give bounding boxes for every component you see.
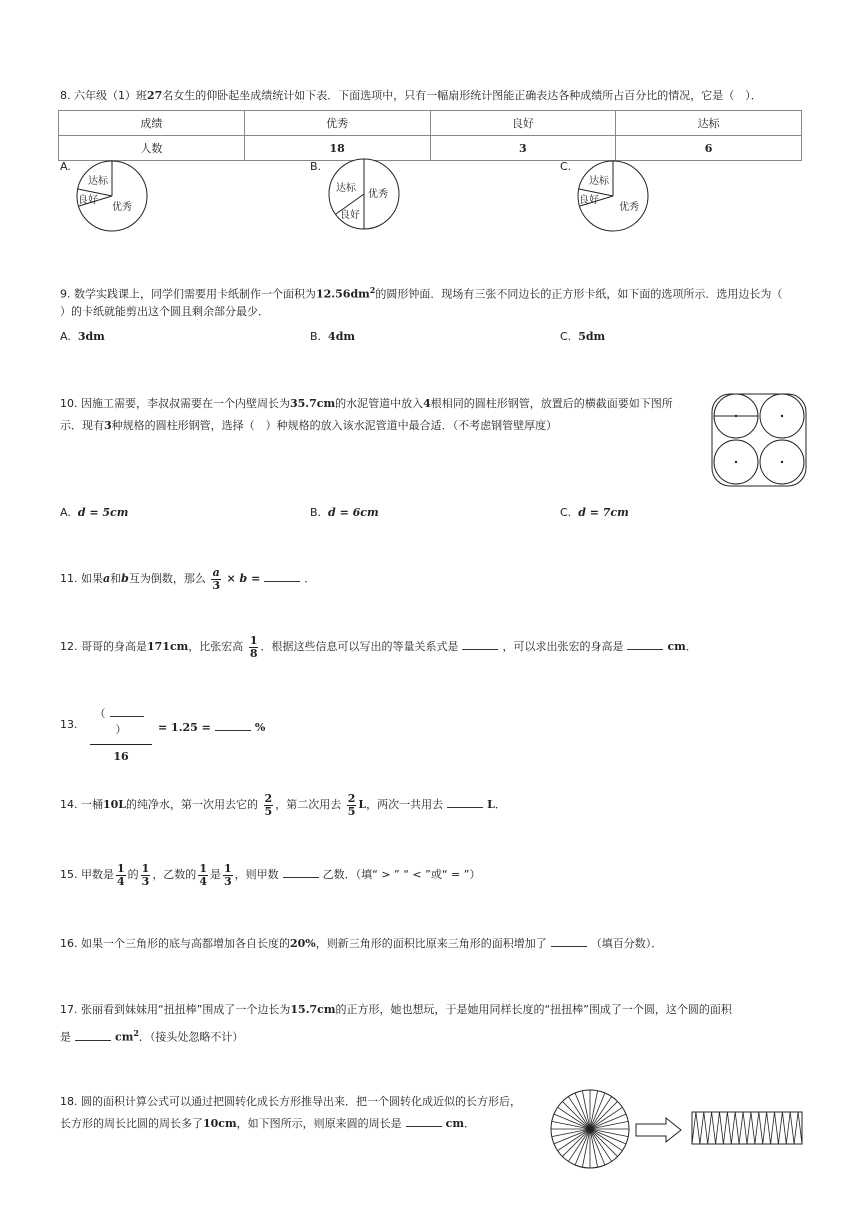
q14-text-2: 的纯净水，第一次用去它的 bbox=[126, 798, 259, 811]
option-label: C. bbox=[560, 506, 572, 519]
q11-expr: × b = bbox=[226, 572, 261, 585]
numerator: 1 bbox=[199, 861, 207, 875]
answer-blank[interactable] bbox=[627, 637, 663, 650]
q17-text-2: 的正方形，她也想玩，于是她用同样长度的“扭扭棒”围成了一个圆，这个圆的面积 bbox=[335, 1003, 732, 1016]
option-value: d = 7cm bbox=[578, 506, 629, 519]
denominator: 16 bbox=[113, 750, 129, 763]
slice-label: 达标 bbox=[88, 176, 108, 187]
option-label: B. bbox=[310, 506, 322, 519]
arrow-right-icon bbox=[634, 1115, 684, 1145]
q15-text-4: 是 bbox=[209, 868, 221, 881]
approx-rectangle-diagram bbox=[690, 1110, 804, 1146]
q14-end: ． bbox=[494, 798, 506, 811]
option-label: C. bbox=[560, 330, 572, 343]
q11-text-2: 和 bbox=[110, 572, 122, 585]
fraction bbox=[198, 863, 208, 888]
table-cell: 3 bbox=[430, 136, 616, 161]
answer-blank[interactable] bbox=[551, 934, 587, 947]
denominator: 3 bbox=[141, 874, 150, 888]
option-label: B. bbox=[310, 330, 322, 343]
q17-text: 17. 张丽看到妹妹用“扭扭棒”围成了一个边长为 bbox=[60, 1003, 291, 1016]
q10-option-b[interactable] bbox=[310, 506, 379, 519]
grades-table bbox=[58, 110, 802, 161]
question-9 bbox=[60, 280, 782, 305]
q9-area: 12.56dm bbox=[316, 287, 370, 301]
q11-fraction bbox=[211, 567, 221, 592]
denominator: 5 bbox=[264, 804, 273, 818]
question-8 bbox=[60, 86, 762, 106]
table-row bbox=[59, 136, 802, 161]
slice-label: 优秀 bbox=[368, 189, 388, 200]
q18-diff: 10cm bbox=[203, 1117, 237, 1130]
denominator: 8 bbox=[249, 646, 258, 660]
table-cell: 良好 bbox=[430, 111, 616, 136]
question-16 bbox=[60, 934, 662, 954]
question-17-line2 bbox=[60, 1023, 243, 1048]
q18-text-2: ，如下图所示，则原来圆的周长是 bbox=[236, 1117, 402, 1130]
q8-text-2: 名女生的仰卧起坐成绩统计如下表．下面选项中，只有一幅扇形统计图能正确表达各种成绩所占百分比的情况，它是（ ）． bbox=[162, 89, 762, 102]
option-value: 5dm bbox=[578, 330, 606, 343]
answer-blank[interactable] bbox=[75, 1028, 111, 1041]
numerator: 1 bbox=[141, 861, 150, 875]
fraction bbox=[223, 863, 233, 888]
question-18: 18. 圆的面积计算公式可以通过把圆转化成长方形推导出来．把一个圆转化成近似的长方形后， bbox=[60, 1095, 521, 1108]
fraction bbox=[141, 863, 151, 888]
table-cell: 达标 bbox=[616, 111, 802, 136]
q9-option-b[interactable] bbox=[310, 330, 355, 343]
q13-expr bbox=[158, 718, 265, 734]
option-label: A. bbox=[60, 506, 71, 519]
answer-blank[interactable] bbox=[110, 704, 144, 717]
option-label: A. bbox=[60, 330, 71, 343]
q8-text: 8. 六年级（1）班 bbox=[60, 89, 147, 102]
q8-option-b-label[interactable]: B. bbox=[310, 160, 322, 173]
pie-chart-a bbox=[74, 158, 150, 234]
table-cell: 18 bbox=[244, 136, 430, 161]
answer-blank[interactable] bbox=[283, 865, 319, 878]
q14-text: 14. 一桶 bbox=[60, 798, 103, 811]
pie-chart-b bbox=[326, 156, 402, 232]
pie-chart-c bbox=[575, 158, 651, 234]
question-18-line2 bbox=[60, 1114, 475, 1134]
q13-pct: % bbox=[254, 721, 266, 734]
q17-side: 15.7cm bbox=[290, 1003, 336, 1016]
numerator: a bbox=[212, 565, 220, 579]
numerator: 1 bbox=[223, 861, 232, 875]
q10-text-4: 示．现有 bbox=[60, 419, 104, 432]
table-cell: 优秀 bbox=[244, 111, 430, 136]
denominator: 3 bbox=[223, 874, 232, 888]
table-cell: 6 bbox=[616, 136, 802, 161]
q10-text-5: 种规格的圆柱形钢管，选择（ ）种规格的放入该水泥管道中最合适．（不考虑钢管壁厚度） bbox=[111, 419, 558, 432]
q16-text: 16. 如果一个三角形的底与高都增加各自长度的 bbox=[60, 937, 290, 950]
fraction bbox=[347, 793, 357, 818]
q10-kinds: 3 bbox=[104, 419, 112, 432]
fraction bbox=[116, 863, 126, 888]
q12-text-2: ，比张宏高 bbox=[188, 640, 244, 653]
q11-text: 11. 如果 bbox=[60, 572, 103, 585]
option-value: 4dm bbox=[328, 330, 356, 343]
answer-blank[interactable] bbox=[447, 795, 483, 808]
q18-text: 长方形的周长比圆的周长多了 bbox=[60, 1117, 203, 1130]
answer-blank[interactable] bbox=[215, 718, 251, 731]
q9-option-c[interactable] bbox=[560, 330, 605, 343]
q8-count: 27 bbox=[147, 89, 163, 102]
slice-label: 达标 bbox=[336, 183, 356, 194]
question-15 bbox=[60, 862, 480, 888]
table-header-row bbox=[59, 111, 802, 136]
q9-text: 9. 数学实践课上，同学们需要用卡纸制作一个面积为 bbox=[60, 287, 316, 301]
slice-label: 良好 bbox=[78, 195, 98, 206]
slice-label: 良好 bbox=[579, 195, 599, 206]
denominator: 4 bbox=[199, 874, 207, 888]
fraction bbox=[264, 793, 274, 818]
slice-label: 良好 bbox=[340, 210, 360, 221]
q10-perimeter: 35.7cm bbox=[290, 397, 336, 410]
q17-text-3: 是 bbox=[60, 1030, 71, 1044]
question-11 bbox=[60, 566, 315, 592]
option-value: d = 6cm bbox=[328, 506, 379, 519]
q14-text-4: ，两次一共用去 bbox=[366, 798, 444, 811]
q10-count: 4 bbox=[423, 397, 431, 410]
q13-number: 13. bbox=[60, 718, 78, 731]
q11-var-a: a bbox=[103, 572, 111, 585]
q8-option-c-label[interactable]: C. bbox=[560, 160, 572, 173]
q17-text-4: ．（接头处忽略不计） bbox=[138, 1030, 244, 1044]
pipes-cross-section-diagram bbox=[711, 393, 807, 487]
slice-label: 优秀 bbox=[619, 202, 639, 213]
q11-text-3: 互为倒数，那么 bbox=[128, 572, 206, 585]
answer-blank[interactable] bbox=[406, 1114, 442, 1127]
q12-text: 12. 哥哥的身高是 bbox=[60, 640, 147, 653]
q15-text: 15. 甲数是 bbox=[60, 868, 114, 881]
q10-option-a[interactable] bbox=[60, 506, 128, 519]
slice-label: 优秀 bbox=[112, 202, 132, 213]
q15-text-5: ，则甲数 bbox=[234, 868, 279, 881]
q9-sup: 2 bbox=[369, 285, 376, 295]
denominator: 3 bbox=[212, 578, 220, 592]
q12-fraction bbox=[249, 635, 259, 660]
numerator: 2 bbox=[347, 791, 356, 805]
q10-text-2: 的水泥管道中放入 bbox=[335, 397, 424, 410]
answer-blank[interactable] bbox=[462, 637, 498, 650]
q11-end: ． bbox=[304, 572, 316, 585]
q11-var-b: b bbox=[121, 572, 129, 585]
slice-label: 达标 bbox=[589, 176, 609, 187]
question-17 bbox=[60, 1000, 732, 1020]
q17-sup: 2 bbox=[133, 1028, 139, 1038]
q15-text-3: ，乙数的 bbox=[152, 868, 197, 881]
numerator: 1 bbox=[249, 633, 258, 647]
q12-unit: cm bbox=[667, 640, 686, 653]
q8-option-a-label[interactable]: A. bbox=[60, 160, 71, 173]
option-value: 3dm bbox=[77, 330, 105, 343]
q10-option-c[interactable] bbox=[560, 506, 629, 519]
q17-unit: cm bbox=[115, 1030, 134, 1044]
q12-height: 171cm bbox=[147, 640, 189, 653]
q18-unit: cm bbox=[445, 1117, 464, 1130]
table-cell: 人数 bbox=[59, 136, 245, 161]
q10-text: 10. 因施工需要，李叔叔需要在一个内壁周长为 bbox=[60, 397, 290, 410]
table-cell: 成绩 bbox=[59, 111, 245, 136]
q14-unit-2: L bbox=[487, 798, 495, 811]
q16-pct: 20% bbox=[290, 937, 316, 950]
q14-text-3: ，第二次用去 bbox=[275, 798, 342, 811]
q14-volume: 10L bbox=[103, 798, 127, 811]
paren-left: （ bbox=[94, 707, 106, 720]
question-10-line2 bbox=[60, 416, 557, 436]
q12-text-4: ，可以求出张宏的身高是 bbox=[502, 640, 624, 653]
numerator: 1 bbox=[117, 861, 125, 875]
q13-fraction bbox=[90, 704, 152, 765]
q16-text-2: ，则新三角形的面积比原来三角形的面积增加了 bbox=[315, 937, 547, 950]
answer-blank[interactable] bbox=[264, 569, 300, 582]
q9-text-2: 的圆形钟面．现场有三张不同边长的正方形卡纸，如下面的选项所示．选用边长为（ bbox=[375, 287, 783, 301]
q16-text-3: （填百分数）． bbox=[590, 937, 663, 950]
numerator: 2 bbox=[264, 791, 273, 805]
question-10 bbox=[60, 394, 673, 414]
q18-end: ． bbox=[464, 1117, 475, 1130]
option-value: d = 5cm bbox=[77, 506, 129, 519]
denominator: 5 bbox=[347, 804, 356, 818]
q10-text-3: 根相同的圆柱形钢管，放置后的横截面要如下图所 bbox=[430, 397, 673, 410]
q12-end: ． bbox=[685, 640, 697, 653]
q9-option-a[interactable] bbox=[60, 330, 105, 343]
denominator: 4 bbox=[117, 874, 125, 888]
question-14 bbox=[60, 792, 506, 818]
question-12 bbox=[60, 634, 697, 660]
q13-eq: = 1.25 = bbox=[158, 721, 211, 734]
q14-unit: L bbox=[358, 798, 367, 811]
q12-text-3: ．根据这些信息可以写出的等量关系式是 bbox=[260, 640, 459, 653]
q15-text-2: 的 bbox=[127, 868, 139, 881]
sectored-circle-diagram bbox=[549, 1088, 631, 1170]
paren-right: ） bbox=[115, 723, 127, 736]
q15-text-6: 乙数．（填“ > ” “ < ”或“ = ”） bbox=[322, 868, 481, 881]
question-9-line2: ）的卡纸就能剪出这个圆且剩余部分最少． bbox=[60, 305, 269, 318]
